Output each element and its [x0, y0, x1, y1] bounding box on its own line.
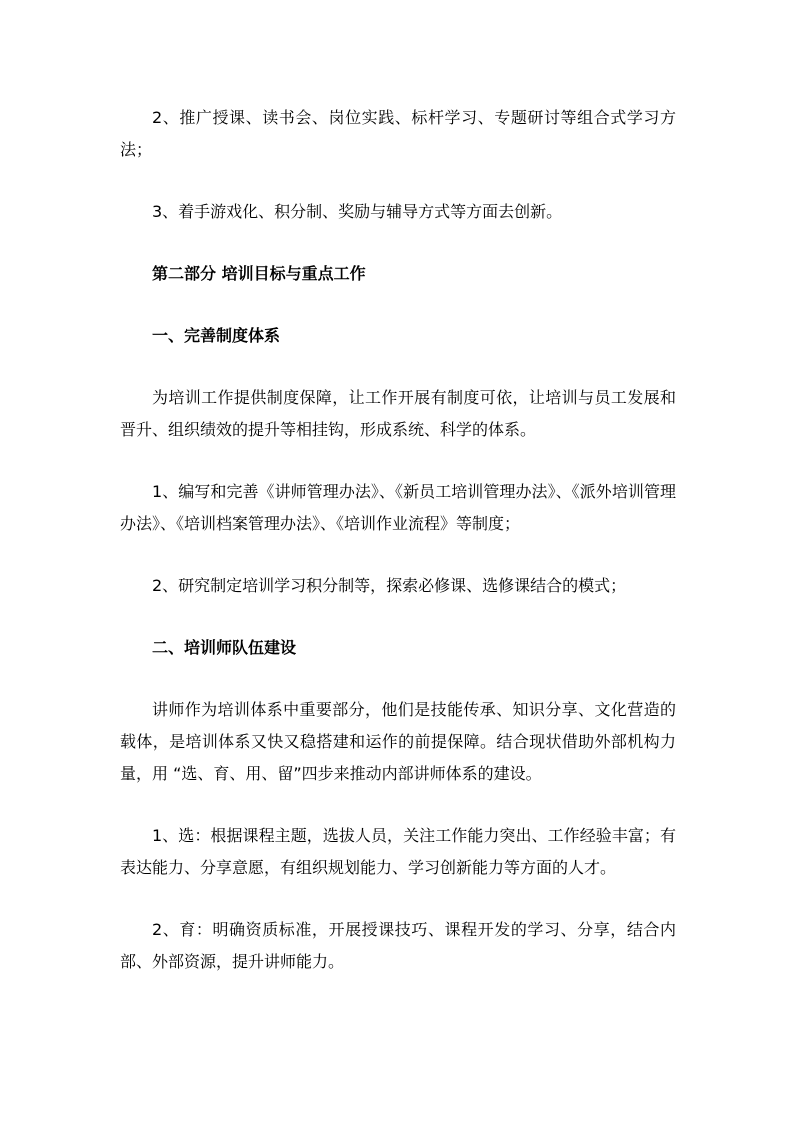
list-item-3-innovation: 3、着手游戏化、积分制、奖励与辅导方式等方面去创新。 — [152, 202, 563, 221]
paragraph-gap — [120, 446, 676, 476]
section-heading-part-two: 第二部分 培训目标与重点工作 — [152, 264, 366, 283]
subsection-heading-2: 二、培训师队伍建设 — [152, 638, 297, 657]
paragraph-gap — [120, 166, 676, 196]
paragraph-trainer-intro: 讲师作为培训体系中重要部分，他们是技能传承、知识分享、文化营造的载体，是培训体系又快又稳搭建和运作的前提保障。结合现状借助外部机构力量，用 “选、育、用、留”四步来推动内部讲师体系的建设。 — [120, 700, 676, 783]
paragraph-gap — [120, 664, 676, 694]
document-body — [120, 102, 676, 978]
list-item-2-credit-system: 2、研究制定培训学习积分制等，探索必修课、选修课结合的模式； — [152, 576, 627, 595]
paragraph-gap — [120, 602, 676, 632]
paragraph-system-intro: 为培训工作提供制度保障，让工作开展有制度可依，让培训与员工发展和晋升、组织绩效的提升等相挂钩，形成系统、科学的体系。 — [120, 388, 676, 439]
paragraph-gap — [120, 884, 676, 914]
list-item-2-cultivate: 2、育：明确资质标准，开展授课技巧、课程开发的学习、分享，结合内部、外部资源，提升讲师能力。 — [120, 920, 676, 971]
list-item-1-select: 1、选：根据课程主题，选拔人员，关注工作能力突出、工作经验丰富；有表达能力、分享意愿，有组织规划能力、学习创新能力等方面的人才。 — [120, 826, 676, 877]
list-item-2-methods: 2、推广授课、读书会、岗位实践、标杆学习、专题研讨等组合式学习方法； — [120, 108, 676, 159]
subsection-heading-1: 一、完善制度体系 — [152, 326, 281, 345]
list-item-1-regulations: 1、编写和完善《讲师管理办法》、《新员工培训管理办法》、《派外培训管理办法》、《培训档案管理办法》、《培训作业流程》等制度； — [120, 482, 676, 533]
paragraph-gap — [120, 228, 676, 258]
paragraph-gap — [120, 540, 676, 570]
paragraph-gap — [120, 352, 676, 382]
paragraph-gap — [120, 790, 676, 820]
paragraph-gap — [120, 290, 676, 320]
